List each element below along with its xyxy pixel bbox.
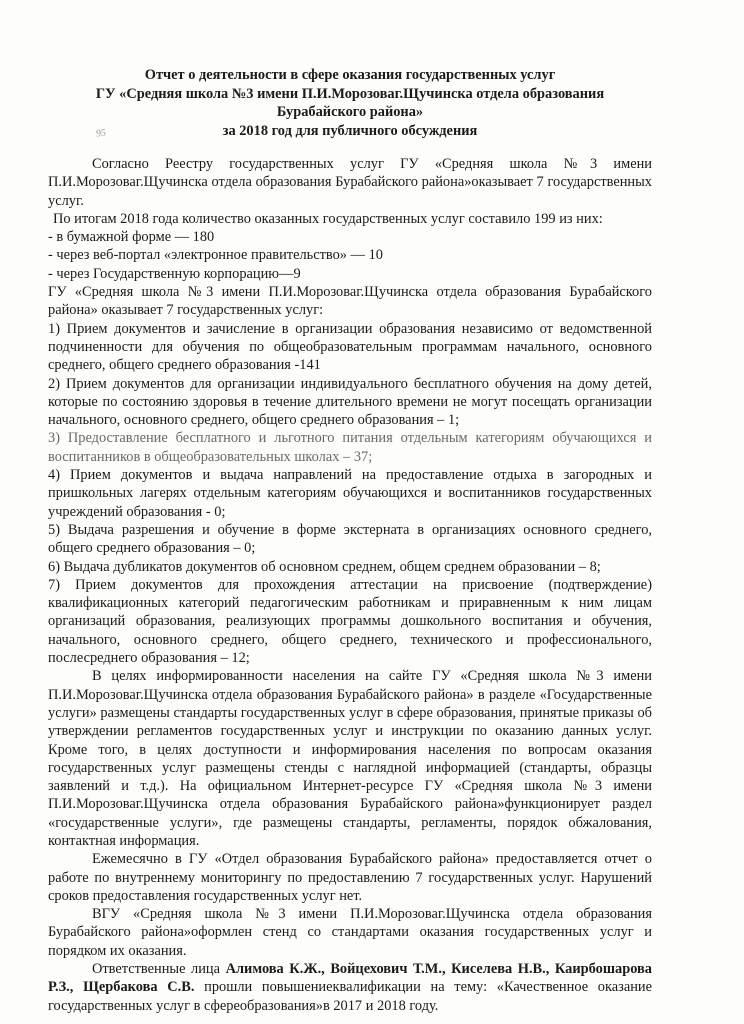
responsible-tail: прошли повышениеквалификации на тему: «Качественное оказание государственных услуг в сфереобразования»в 2017 и 2018 году. <box>48 979 652 1014</box>
pencil-mark: 95 <box>95 127 107 140</box>
info-paragraph: В целях информированности населения на сайте ГУ «Средняя школа №3 имени П.И.Морозоваг.Щучинска отдела образования Бурабайского района» в разделе «Государственные услуги» размещены стандарты государственных услуг в сфере образования, принятые приказы об утверждении регламентов государственных услуг и инструкции по оказанию данных услуг. Кроме того, в целях доступности и информирования населения по вопросам оказания государственных услуг размещены стенды с наглядной информацией (стандарты, образцы заявлений и т.д.). На официальном Интернет-ресурсе ГУ «Средняя школа №3 имени П.И.Морозоваг.Щучинска отдела образования Бурабайского района»функционирует раздел «государственные услуги», где размещены стандарты, регламенты, порядок обжалования, контактная информация. <box>48 668 652 849</box>
responsible-lead: Ответственные лица <box>92 961 221 978</box>
services-intro: ГУ «Средняя школа №3 имени П.И.Морозоваг.Щучинска отдела образования Бурабайского района» оказывает 7 государственных услуг: <box>48 284 652 319</box>
totals-summary: По итогам 2018 года количество оказанных государственных услуг составило 199 из них: <box>53 210 603 227</box>
document-body <box>48 155 652 1015</box>
intro-paragraph: Согласно Реестру государственных услуг ГУ «Средняя школа №3 имени П.И.Морозоваг.Щучинска отдела образования Бурабайского района»оказывает 7 государственных услуг. <box>48 156 652 209</box>
totals-corporation: - через Государственную корпорацию—9 <box>48 265 301 282</box>
stand-paragraph: ВГУ «Средняя школа №3 имени П.И.Морозоваг.Щучинска отдела образования Бурабайского района»оформлен стенд со стандартами оказания государственных услуг и порядком их оказания. <box>48 906 652 959</box>
totals-paper: - в бумажной форме — 180 <box>48 229 215 246</box>
title-line-2: ГУ «Средняя школа №3 имени П.И.Морозоваг.Щучинска отдела образования <box>95 85 605 102</box>
service-item-6: 6) Выдача дубликатов документов об основном среднем, общем среднем образовании – 8; <box>48 558 601 575</box>
service-item-1: 1) Прием документов и зачисление в организации образования независимо от ведомственной подчиненности для обучения по общеобразовательным программам начального, основного среднего, общего среднего образования -141 <box>48 320 652 374</box>
service-item-5: 5) Выдача разрешения и обучение в форме экстерната в организациях основного среднего, общего среднего образования – 0; <box>48 521 652 557</box>
service-item-3: 3) Предоставление бесплатного и льготного питания отдельным категориям обучающихся и воспитанников в общеобразовательных школах – 37; <box>48 430 652 465</box>
monthly-paragraph: Ежемесячно в ГУ «Отдел образования Бурабайского района» предоставляется отчет о работе по внутреннему мониторингу по предоставлению 7 государственных услуг. Нарушений сроков предоставления государственных услуг нет. <box>48 851 652 904</box>
service-item-2: 2) Прием документов для организации индивидуального бесплатного обучения на дому детей, которые по состоянию здоровья в течение длительного времени не могут посещать организации начального, основного среднего, общего среднего образования – 1; <box>48 375 652 429</box>
service-item-4: 4) Прием документов и выдача направлений на предоставление отдыха в загородных и пришкольных лагерях отдельным категориям обучающихся и воспитанников государственных учреждений образования - 0; <box>48 467 652 520</box>
title-line-3: Бурабайского района» <box>276 104 424 120</box>
title-line-1: Отчет о деятельности в сфере оказания государственных услуг <box>144 67 556 83</box>
responsible-paragraph <box>48 960 652 1015</box>
title-line-4: за 2018 год для публичного обсуждения <box>222 122 478 139</box>
responsible-names: Алимова К.Ж., Войцехович Т.М., Киселева Н.В., Каирбошарова Р.З., Щербакова С.В. <box>48 961 652 996</box>
service-item-7: 7) Прием документов для прохождения аттестации на присвоение (подтверждение) квалификационных категорий педагогическим работникам и приравненным к ним лицам организаций образования, реализующих программы дошкольного воспитания и обучения, начального, основного среднего, общего среднего, технического и профессионального, послесреднего образования – 12; <box>48 576 652 667</box>
totals-portal: - через веб-портал «электронное правительство» — 10 <box>48 247 383 264</box>
document-title <box>48 66 652 140</box>
